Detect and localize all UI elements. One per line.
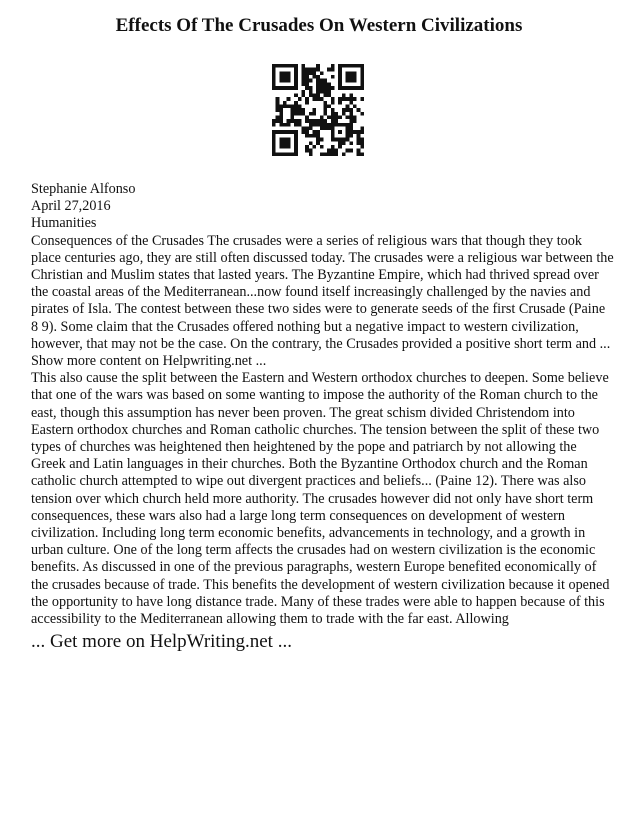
- body-line: place centuries ago, they are still often discussed today. The crusades were a religious war between the: [31, 249, 614, 266]
- body-line: the coastal areas of the Mediterranean...now found itself increasingly challenged by the navies and: [31, 284, 591, 301]
- document-title: Effects Of The Crusades On Western Civilizations: [115, 15, 523, 36]
- body-line: pirates of Isla. The contest between these two sides were to generate seeds of the first Crusade (Paine: [31, 301, 606, 318]
- body-line: that one of the wars was based on some wanting to impose the authority of the Roman church to the: [31, 387, 598, 404]
- body-line: accessibility to the Mediterranean allowing them to trade with the far east. Allowing: [31, 611, 509, 628]
- body-line: urban culture. One of the long term affects the crusades had on western civilization is the economic: [31, 542, 596, 559]
- body-line: 8 9). Some claim that the Crusades offered nothing but a negative impact to western civilization,: [31, 318, 579, 335]
- document-body: [31, 233, 621, 629]
- body-line: Eastern orthodox churches and Roman catholic churches. The tension between the split of these two: [31, 421, 600, 438]
- body-line: the crusades because of trade. This benefits the development of western civilization because it opened: [31, 576, 610, 593]
- body-line: east, though this assumption has never been proven. The great schism divided Christendom into: [31, 404, 575, 421]
- qr-code-icon: [272, 64, 364, 156]
- body-line: the opportunity to have long distance trade. Many of these trades were able to happen because of this: [31, 593, 605, 610]
- body-line: catholic church attempted to wipe out divergent practices and beliefs... (Paine 12). There was also: [31, 473, 586, 490]
- get-more-link[interactable]: ... Get more on HelpWriting.net ...: [31, 631, 292, 652]
- body-line: benefits. As discussed in one of the previous paragraphs, western Europe benefited economically of: [31, 559, 597, 576]
- body-line: Greek and Latin languages in their churches. Both the Byzantine Orthodox church and the Roman: [31, 456, 588, 473]
- body-line: tension over which church held more authority. The crusades however did not only have short term: [31, 490, 594, 507]
- show-more-link[interactable]: Show more content on Helpwriting.net ...: [31, 353, 267, 370]
- body-line: Christian and Muslim states that lasted years. The Byzantine Empire, which had thrived spread over: [31, 267, 599, 283]
- body-line: civilization. Including long term economic benefits, advancements in technology, and a growth in: [31, 525, 586, 542]
- document-date: April 27,2016: [31, 198, 111, 215]
- author-name: Stephanie Alfonso: [31, 181, 136, 197]
- body-line: This also cause the split between the Eastern and Western orthodox churches to deepen. Some believe: [31, 370, 609, 387]
- body-line: consequences, these wars also had a large long term consequences on development of western: [31, 507, 565, 524]
- body-line: types of churches was heightened then heightened by the pope and patriarch by not allowing the: [31, 439, 577, 456]
- document-meta: [31, 181, 611, 233]
- document-subject: Humanities: [31, 215, 97, 232]
- body-line: Consequences of the Crusades The crusades were a series of religious wars that though they took: [31, 232, 582, 249]
- body-line: however, that may not be the case. On the contrary, the Crusades provided a positive short term and ...: [31, 335, 611, 352]
